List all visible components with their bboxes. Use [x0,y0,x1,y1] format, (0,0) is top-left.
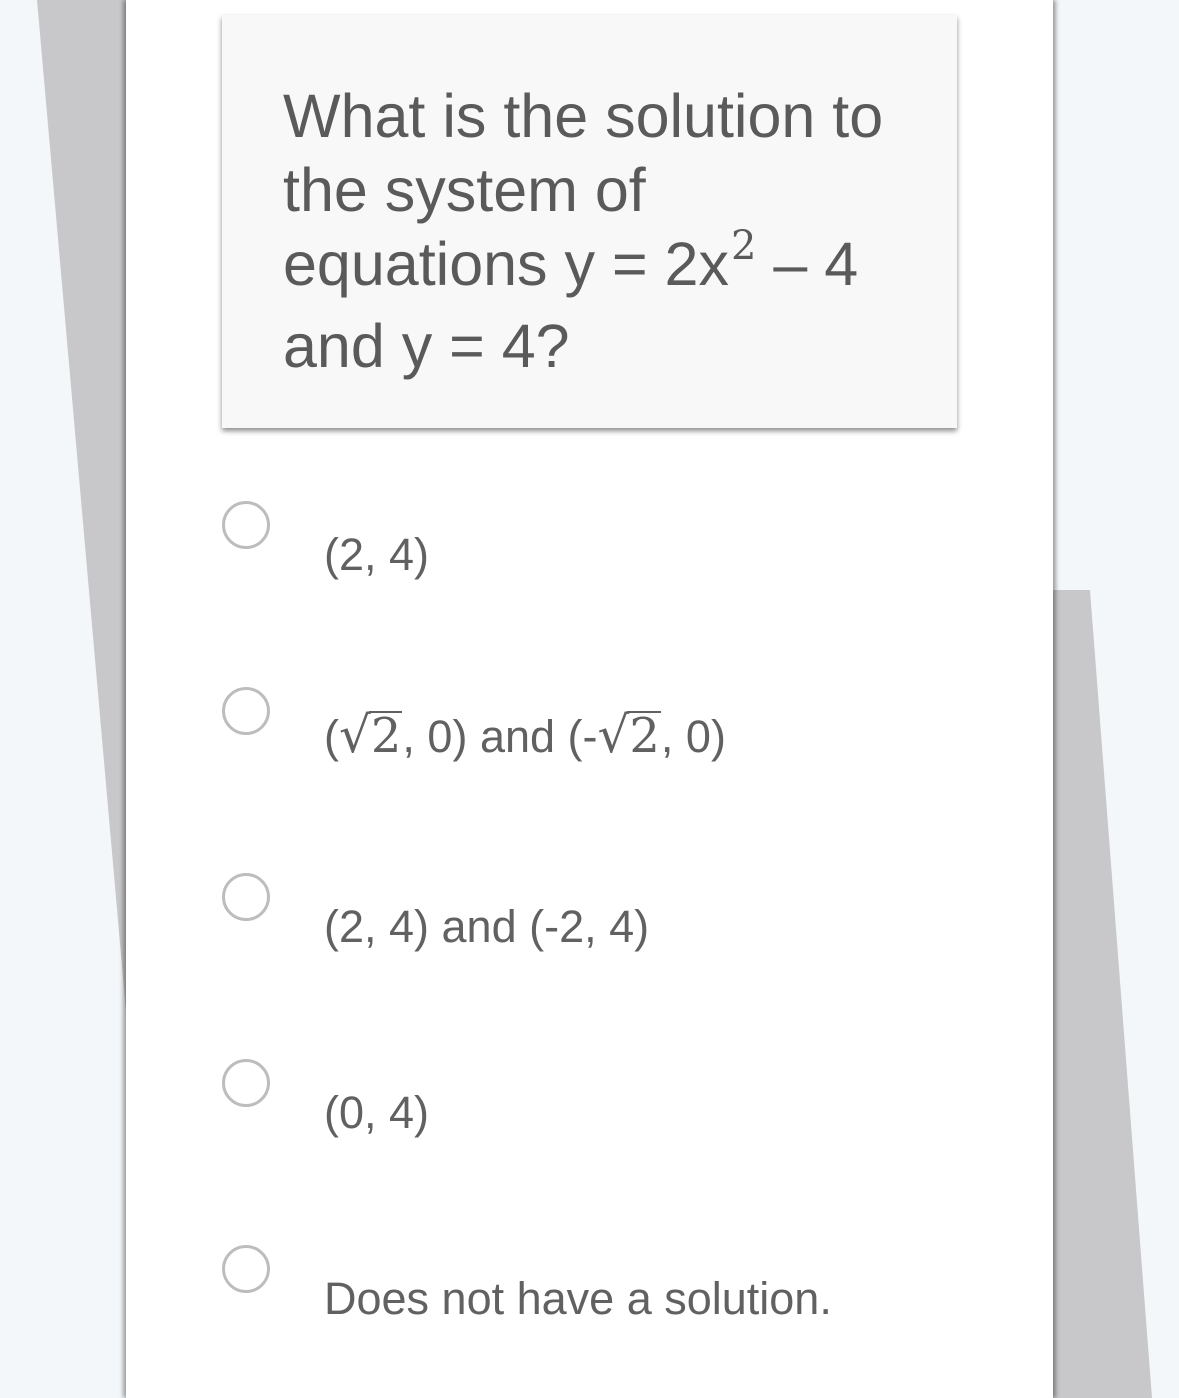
label-middle: , 0) and (- [402,711,598,762]
sqrt-expression [597,706,661,764]
sqrt-radicand: 2 [629,708,660,764]
sqrt-icon: √ [339,706,371,764]
answer-label [324,706,726,764]
right-side-panel [1053,590,1152,1398]
sqrt-expression [339,706,402,764]
answer-option-1[interactable] [222,501,962,601]
answer-option-5[interactable] [222,1245,962,1345]
answer-option-3[interactable] [222,873,962,973]
sqrt-icon: √ [597,706,630,764]
question-text [283,79,923,383]
radio-button[interactable] [222,501,270,549]
sqrt-radicand: 2 [370,708,402,764]
answer-label: Does not have a solution. [324,1273,832,1324]
label-prefix: ( [324,711,339,762]
label-suffix: , 0) [660,711,726,762]
radio-button[interactable] [222,1245,270,1293]
radio-button[interactable] [222,687,270,735]
answer-label: (0, 4) [324,1087,430,1138]
question-text-part1: What is the solution to the system of equations y = 2x [283,82,884,298]
answer-label: (2, 4) [324,529,430,580]
exponent: 2 [730,223,757,269]
answer-option-2[interactable] [222,687,962,787]
radio-button[interactable] [222,1059,270,1107]
answer-label: (2, 4) and (-2, 4) [324,901,650,952]
radio-button[interactable] [222,873,270,921]
question-box [222,15,957,428]
question-text-part2: – 4 and y = 4? [283,230,859,380]
answer-option-4[interactable] [222,1059,962,1159]
